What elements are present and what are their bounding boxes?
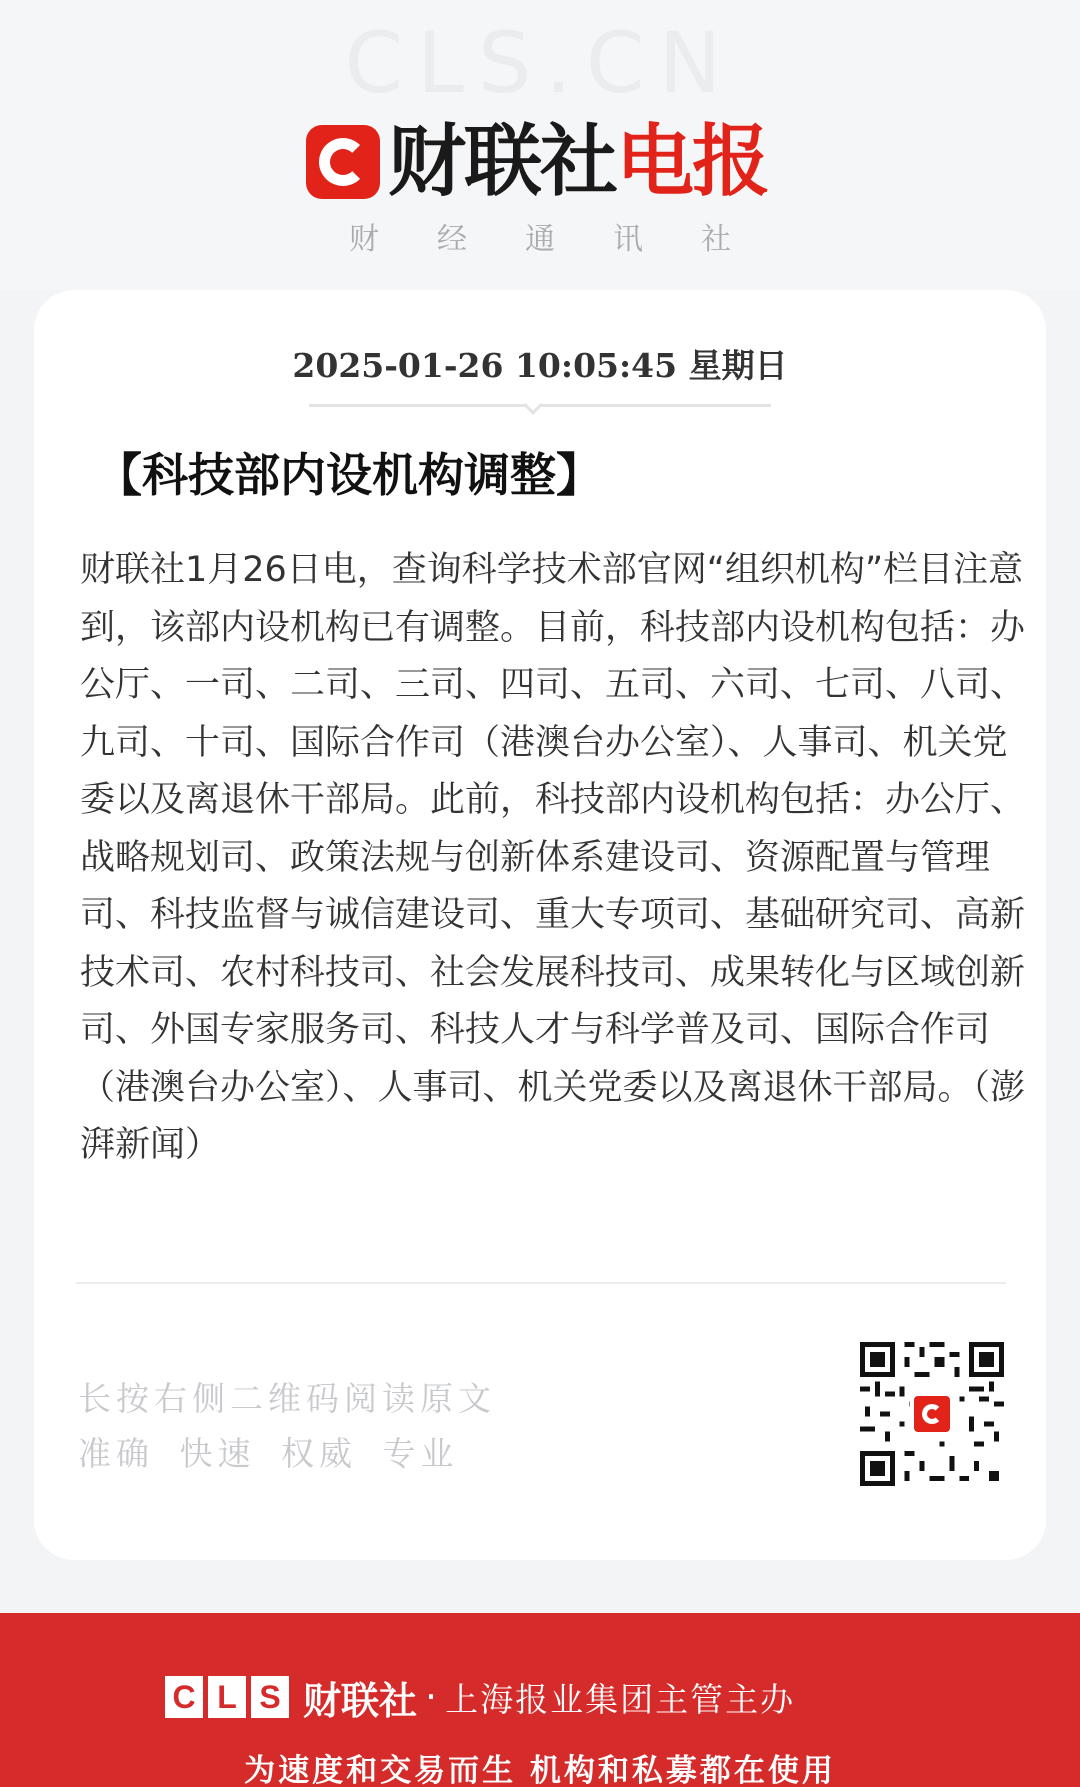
brand-logo-lockup <box>306 118 768 206</box>
article-body: 财联社1月26日电，查询科学技术部官网“组织机构”栏目注意到，该部内设机构已有调整。目前，科技部内设机构包括：办公厅、一司、二司、三司、四司、五司、六司、七司、八司、九司、十司、国际合作司（港澳台办公室）、人事司、机关党委以及离退休干部局。此前，科技部内设机构包括：办公厅、战略规划司、政策法规与创新体系建设司、资源配置与管理司、科技监督与诚信建设司、重大专项司、基础研究司、高新技术司、农村科技司、社会发展科技司、成果转化与区域创新司、外国专家服务司、科技人才与科学普及司、国际合作司（港澳台办公室）、人事司、机关党委以及离退休干部局。（澎湃新闻） <box>80 550 1026 1165</box>
bottom-banner <box>0 1613 1080 1787</box>
cls-letter-s: S <box>251 1676 289 1718</box>
brand-name: 财联社 <box>388 117 617 207</box>
qr-cls-logo-icon <box>910 1392 954 1436</box>
header <box>0 0 1080 290</box>
banner-org: 上海报业集团主管主办 <box>445 1679 796 1719</box>
read-original-hint: 长按右侧二维码阅读原文 <box>78 1379 496 1418</box>
brand-sub: 电报 <box>616 117 769 207</box>
article-datetime: 2025-01-26 10:05:45 星期日 <box>292 346 788 385</box>
cls-letter-c: C <box>165 1676 203 1718</box>
article-headline: 【科技部内设机构调整】 <box>96 448 602 502</box>
cls-logo-icon <box>306 125 380 199</box>
banner-brand-row <box>165 1672 795 1722</box>
cls-wordmark <box>165 1676 289 1718</box>
banner-tagline: 为速度和交易而生 机构和私募都在使用 <box>244 1753 836 1787</box>
banner-brand: 财联社 <box>303 1678 418 1723</box>
watermark: CLS.CN <box>344 14 736 112</box>
brand-tagline: 财经通讯社 <box>349 222 789 257</box>
slogan: 准确 快速 权威 专业 <box>78 1434 459 1473</box>
article-card <box>34 290 1046 1560</box>
banner-separator: · <box>425 1675 438 1719</box>
qr-code[interactable] <box>860 1342 1004 1486</box>
footer-divider <box>76 1282 1006 1284</box>
cls-letter-l: L <box>208 1676 246 1718</box>
date-divider-notch <box>523 395 543 415</box>
